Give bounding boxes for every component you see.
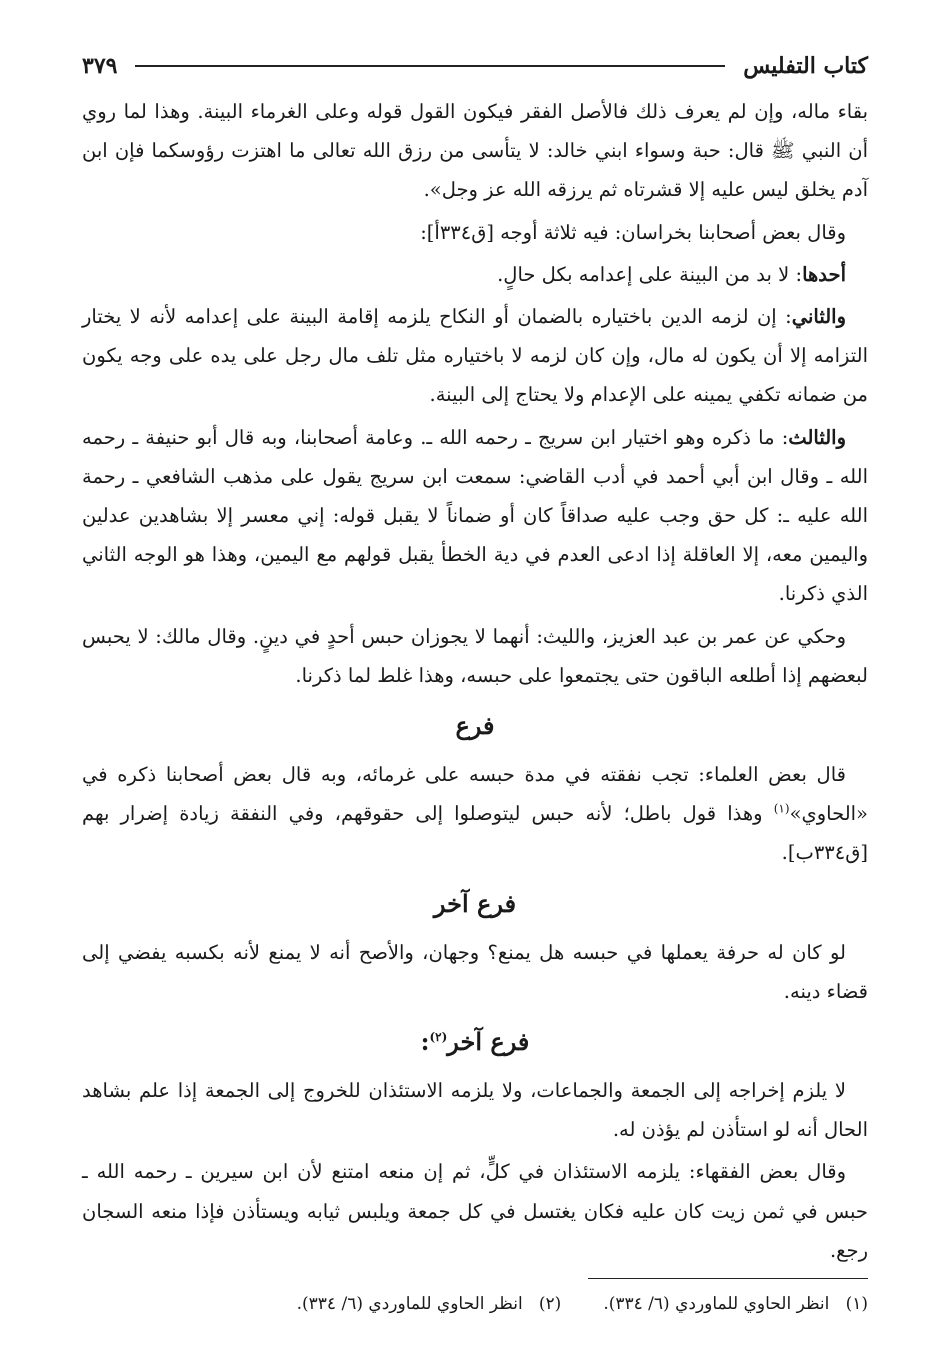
paragraph: والثاني: إن لزمه الدين باختياره بالضمان أو النكاح يلزمه إقامة البينة على إعدامه لأنه لا يختار التزامه إلا أن يكون له مال، وإن كان لزمه لا باختياره مثل تلف مال رجل على يده على وجه يكون من ضمانه تكفي يمينه على الإعدام ولا يحتاج إلى البينة. (82, 305, 868, 407)
footnote-marker: (١) (773, 801, 790, 816)
paragraph: أحدها: لا بد من البينة على إعدامه بكل حالٍ. (497, 262, 846, 286)
section-heading: فرع آخر (433, 888, 517, 918)
footnote: (١) انظر الحاوي للماوردي (٦/ ٣٣٤). (603, 1294, 868, 1314)
paragraph: وقال بعض الفقهاء: يلزمه الاستئذان في كلٍّ، ثم إن منعه امتنع لأن ابن سيرين ـ رحمه الله ـ حبس في ثمن زيت كان عليه فكان يغتسل في كل جمعة ويلبس ثيابه ويستأذن فإذا منعه السجان رجع. (82, 1160, 868, 1262)
main-text (82, 92, 868, 1270)
footnote: (٢) انظر الحاوي للماوردي (٦/ ٣٣٤). (296, 1294, 562, 1314)
paragraph: وقال بعض أصحابنا بخراسان: فيه ثلاثة أوجه [ق٣٣٤أ]: (420, 220, 846, 244)
section-heading: فرع (455, 711, 495, 741)
paragraph-lead: والثاني (791, 305, 846, 329)
page-number: ٣٧٩ (82, 53, 118, 79)
chapter-title: كتاب التفليس (743, 53, 868, 79)
footnote-marker: (٢) (429, 1030, 448, 1045)
paragraph-lead: والثالث (788, 425, 846, 449)
running-header (82, 46, 868, 86)
paragraph: والثالث: ما ذكره وهو اختيار ابن سريج ـ رحمه الله ـ. وعامة أصحابنا، وبه قال أبو حنيفة ـ رحمه الله ـ وقال ابن أبي أحمد في أدب القاضي: سمعت ابن سريج يقول على مذهب الشافعي ـ رحمة الله عليه ـ: كل حق وجب عليه صداقاً كان أو ضماناً لا يقبل قوله: إني معسر إلا بشاهدين عدلين واليمين معه، إلا العاقلة إذا ادعى العدم في دية الخطأ يقبل قولهم مع اليمين، وهذا هو الوجه الثاني الذي ذكرنا. (82, 425, 868, 606)
footnote-rule (588, 1278, 868, 1279)
paragraph-lead: أحدها (802, 262, 846, 286)
paragraph: لا يلزم إخراجه إلى الجمعة والجماعات، ولا يلزمه الاستئذان للخروج إلى الجمعة إذا علم بشاهد الحال أنه لو استأذن لم يؤذن له. (82, 1079, 868, 1142)
paragraph: وحكي عن عمر بن عبد العزيز، والليث: أنهما لا يجوزان حبس أحدٍ في دينٍ. وقال مالك: لا يحبس لبعضهم إذا أطلعه الباقون حتى يجتمعوا على حبسه، وهذا غلط لما ذكرنا. (82, 624, 868, 687)
footnotes (82, 1290, 868, 1318)
section-heading: فرع آخر$^{(٢)}$: (420, 1027, 530, 1057)
paragraph: قال بعض العلماء: تجب نفقته في مدة حبسه على غرمائه، وبه قال بعض أصحابنا ذكره في «الحاوي»$^{(١)}$ وهذا قول باطل؛ لأنه حبس ليتوصلوا إلى حقوقهم، وفي النفقة زيادة إضرار بهم [ق٣٣٤ب]. (82, 763, 868, 865)
header-rule (135, 65, 725, 67)
paragraph: لو كان له حرفة يعملها في حبسه هل يمنع؟ وجهان، والأصح أنه لا يمنع لأنه بكسبه يفضي إلى قضاء دينه. (82, 940, 868, 1003)
paragraph: بقاء ماله، وإن لم يعرف ذلك فالأصل الفقر فيكون القول قوله وعلى الغرماء البينة. وهذا لما روي أن النبي ﷺ قال: حبة وسواء ابني خالد: لا يتأسى من رزق الله تعالى ما اهتزت رؤوسكما فإن ابن آدم يخلق ليس عليه إلا قشرتاه ثم يرزقه الله عز وجل». (82, 100, 868, 202)
